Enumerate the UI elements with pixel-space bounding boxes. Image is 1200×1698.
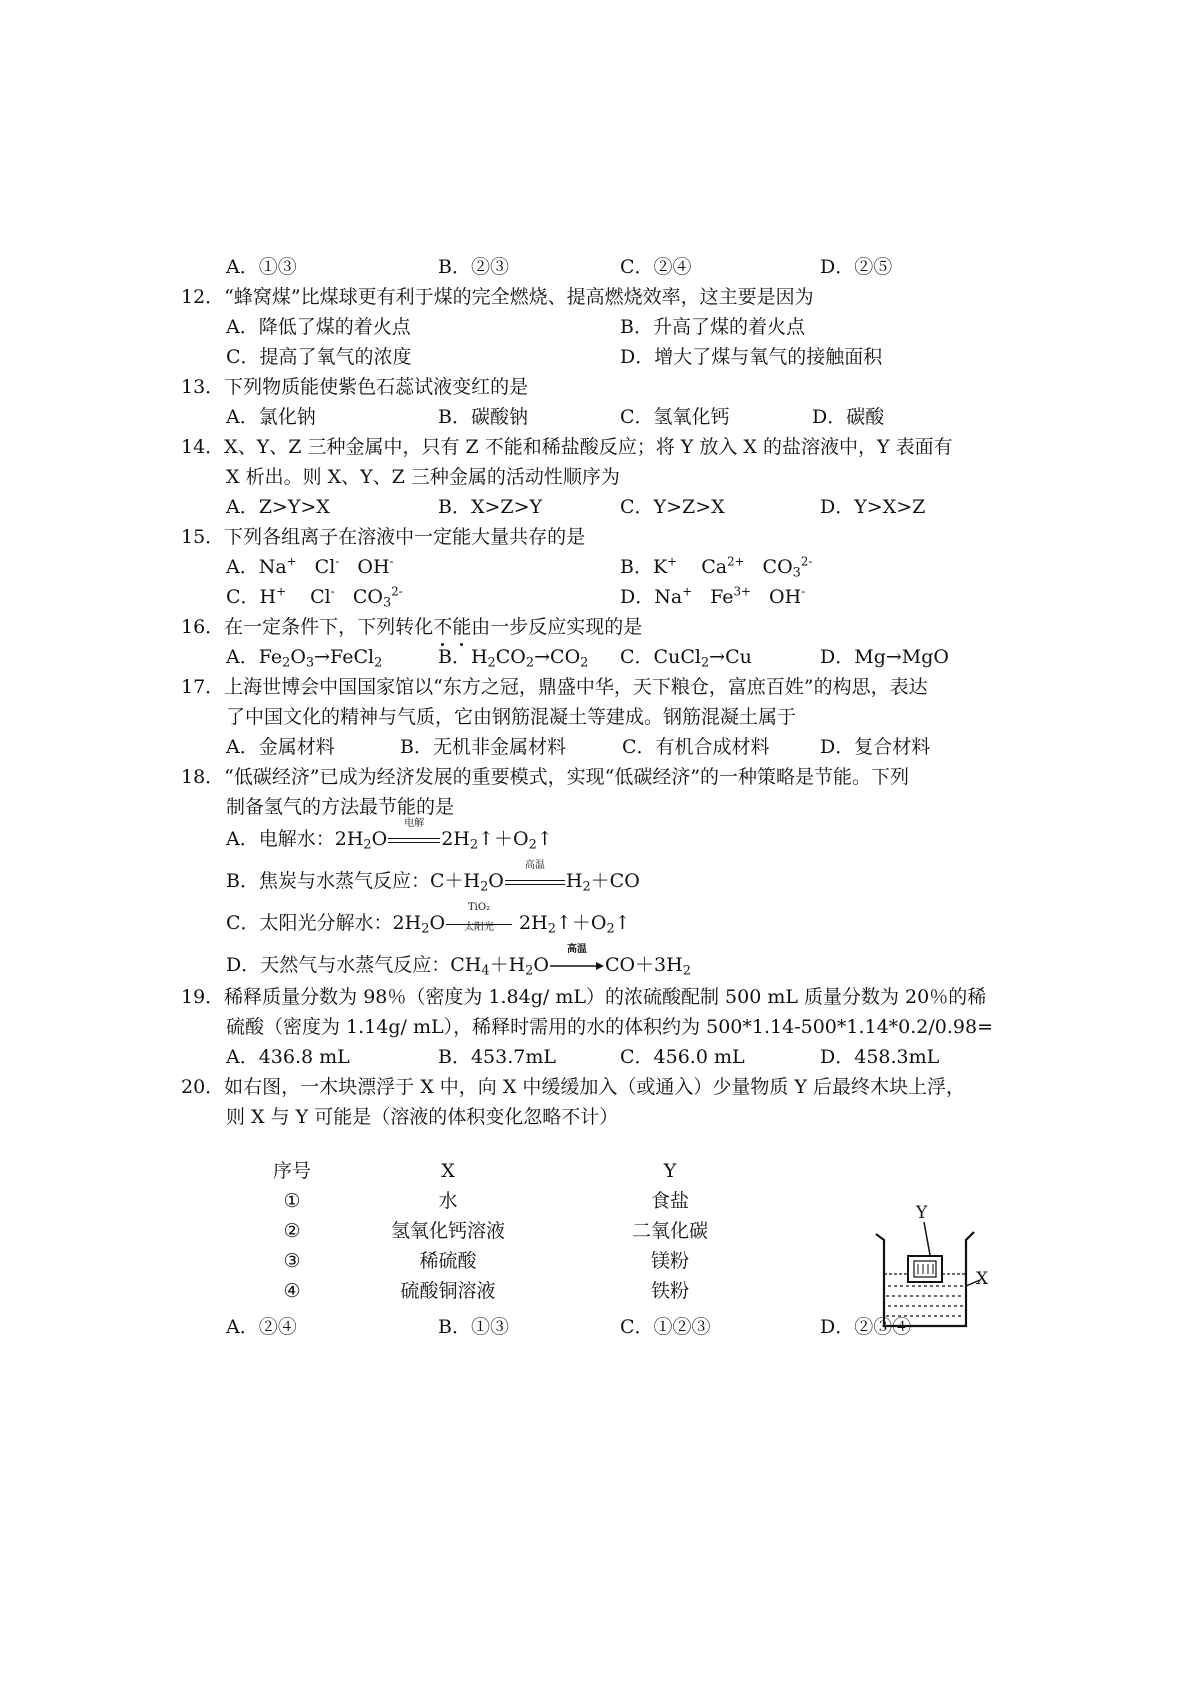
table-cell: ②	[283, 1220, 301, 1242]
beaker-figure	[870, 1204, 990, 1334]
q18-option-b: B．焦炭与水蒸气反应：$C+H_2O$ 高温 $H_2+CO$	[226, 860, 640, 895]
q20-option-a: A．②④	[226, 1316, 297, 1338]
table-cell: ①	[283, 1190, 301, 1212]
q12-stem: 12．“蜂窝煤”比煤球更有利于煤的完全燃烧、提高燃烧效率，这主要是因为	[181, 286, 814, 308]
q19-stem-line2: 硫酸（密度为 1.14g/ mL），稀释时需用的水的体积约为 500*1.14-500*1.14*0.2/0.98=	[226, 1016, 994, 1038]
q11-option-c: C．②④	[620, 256, 692, 278]
q12-option-c: C．提高了氧气的浓度	[226, 346, 412, 368]
beaker-label-y: Y	[916, 1204, 928, 1223]
q14-stem-line2: X 析出。则 X、Y、Z 三种金属的活动性顺序为	[226, 466, 620, 488]
q15-option-a: A．Na+ Cl- OH-	[226, 554, 394, 578]
q11-option-d: D．②⑤	[820, 256, 893, 278]
table-header-x: X	[441, 1160, 455, 1182]
q17-option-c: C．有机合成材料	[622, 736, 770, 758]
table-cell: 二氧化碳	[631, 1220, 709, 1242]
q16-option-d: D．Mg→MgO	[820, 646, 949, 668]
q16-option-c: C．CuCl$_2$→Cu	[620, 646, 752, 671]
q17-option-d: D．复合材料	[820, 736, 931, 758]
q19-option-d: D．458.3mL	[820, 1046, 940, 1068]
q19-stem-line1: 19．稀释质量分数为 98％（密度为 1.84g/ mL）的浓硫酸配制 500 mL 质量分数为 20％的稀	[181, 986, 987, 1008]
reaction-arrow-icon	[550, 962, 604, 970]
q14-option-c: C．Y>Z>X	[620, 496, 725, 518]
q16-stem: 16．在一定条件下，下列转化不能由一步反应实现的是	[181, 616, 643, 638]
q12-option-d: D．增大了煤与氧气的接触面积	[620, 346, 883, 368]
q11-option-b: B．②③	[438, 256, 509, 278]
table-cell: ③	[283, 1250, 301, 1272]
q15-option-b: B．K+ $Ca^{2+}$ $CO_3^{2-}$	[620, 554, 813, 581]
q20-option-b: B．①③	[438, 1316, 509, 1338]
q11-option-a: A．①③	[226, 256, 297, 278]
table-cell: 镁粉	[650, 1250, 690, 1272]
q12-option-b: B．升高了煤的着火点	[620, 316, 805, 338]
table-cell: 铁粉	[650, 1280, 690, 1302]
q19-option-c: C．456.0 mL	[620, 1046, 745, 1068]
reaction-condition-electrolysis: 电解	[388, 830, 440, 849]
q14-stem-line1: 14．X、Y、Z 三种金属中，只有 Z 不能和稀盐酸反应；将 Y 放入 X 的盐溶液中，Y 表面有	[181, 436, 953, 458]
q19-option-b: B．453.7mL	[438, 1046, 556, 1068]
q16-option-a: A．$Fe_2O_3\to FeCl_2$	[226, 646, 383, 671]
q14-option-d: D．Y>X>Z	[820, 496, 926, 518]
q18-stem-line2: 制备氢气的方法最节能的是	[226, 796, 455, 818]
q15-option-d: D．Na+ $Fe^{3+}$ OH-	[620, 584, 806, 608]
table-cell: 食盐	[650, 1190, 690, 1212]
q12-option-a: A．降低了煤的着火点	[226, 316, 411, 338]
table-cell: ④	[283, 1280, 301, 1302]
table-cell: 氢氧化钙溶液	[390, 1220, 506, 1242]
q13-option-d: D．碳酸	[812, 406, 885, 428]
table-cell: 水	[438, 1190, 458, 1212]
beaker-label-x: X	[976, 1269, 989, 1289]
q13-stem: 13．下列物质能使紫色石蕊试液变红的是	[181, 376, 529, 398]
q19-option-a: A．436.8 mL	[226, 1046, 350, 1068]
q18-stem-line1: 18．“低碳经济”已成为经济发展的重要模式，实现“低碳经济”的一种策略是节能。下列	[181, 766, 910, 788]
q20-option-d: D．②③④	[820, 1316, 912, 1338]
q14-option-b: B．X>Z>Y	[438, 496, 543, 518]
q20-stem-line2: 则 X 与 Y 可能是（溶液的体积变化忽略不计）	[226, 1106, 619, 1128]
q13-option-b: B．碳酸钠	[438, 406, 528, 428]
q14-option-a: A．Z>Y>X	[226, 496, 330, 518]
table-header-y: Y	[663, 1160, 677, 1182]
q20-option-c: C．①②③	[620, 1316, 711, 1338]
q18-option-a: A．电解水：$2H_2O$ 电解 $2H_2↑+O_2↑$	[226, 818, 553, 853]
q17-stem-line2: 了中国文化的精神与气质，它由钢筋混凝土等建成。钢筋混凝土属于	[226, 706, 797, 728]
q17-option-a: A．金属材料	[226, 736, 335, 758]
q13-option-a: A．氯化钠	[226, 406, 316, 428]
q17-option-b: B．无机非金属材料	[400, 736, 566, 758]
q15-option-c: C．H+ Cl- $CO_3^{2-}$	[226, 584, 403, 611]
table-header-no: 序号	[272, 1160, 312, 1182]
q18-option-c: C．太阳光分解水：$2H_2O$ TiO₂ 太阳光 $2H_2↑+O_2↑$	[226, 902, 631, 937]
q18-option-d: D．天然气与水蒸气反应：$CH_4+H_2O$ 高温 $CO+3H_2$	[226, 944, 691, 979]
table-cell: 硫酸铜溶液	[400, 1280, 496, 1302]
q20-stem-line1: 20．如右图，一木块漂浮于 X 中，向 X 中缓缓加入（或通入）少量物质 Y 后最终木块上浮，	[181, 1076, 966, 1098]
q15-stem: 15．下列各组离子在溶液中一定能大量共存的是	[181, 526, 586, 548]
table-cell: 稀硫酸	[419, 1250, 477, 1272]
q16-option-b: B．$H_2CO_2\to CO_2$	[438, 646, 589, 671]
reaction-condition-catalyst-sunlight: TiO₂ 太阳光	[446, 914, 512, 933]
q17-stem-line1: 17．上海世博会中国国家馆以“东方之冠，鼎盛中华，天下粮仓，富庶百姓”的构思，表达	[181, 676, 928, 698]
reaction-condition-high-temp: 高温	[505, 872, 565, 891]
reaction-condition-arrow-high-temp: 高温	[550, 956, 604, 975]
q13-option-c: C．氢氧化钙	[620, 406, 730, 428]
